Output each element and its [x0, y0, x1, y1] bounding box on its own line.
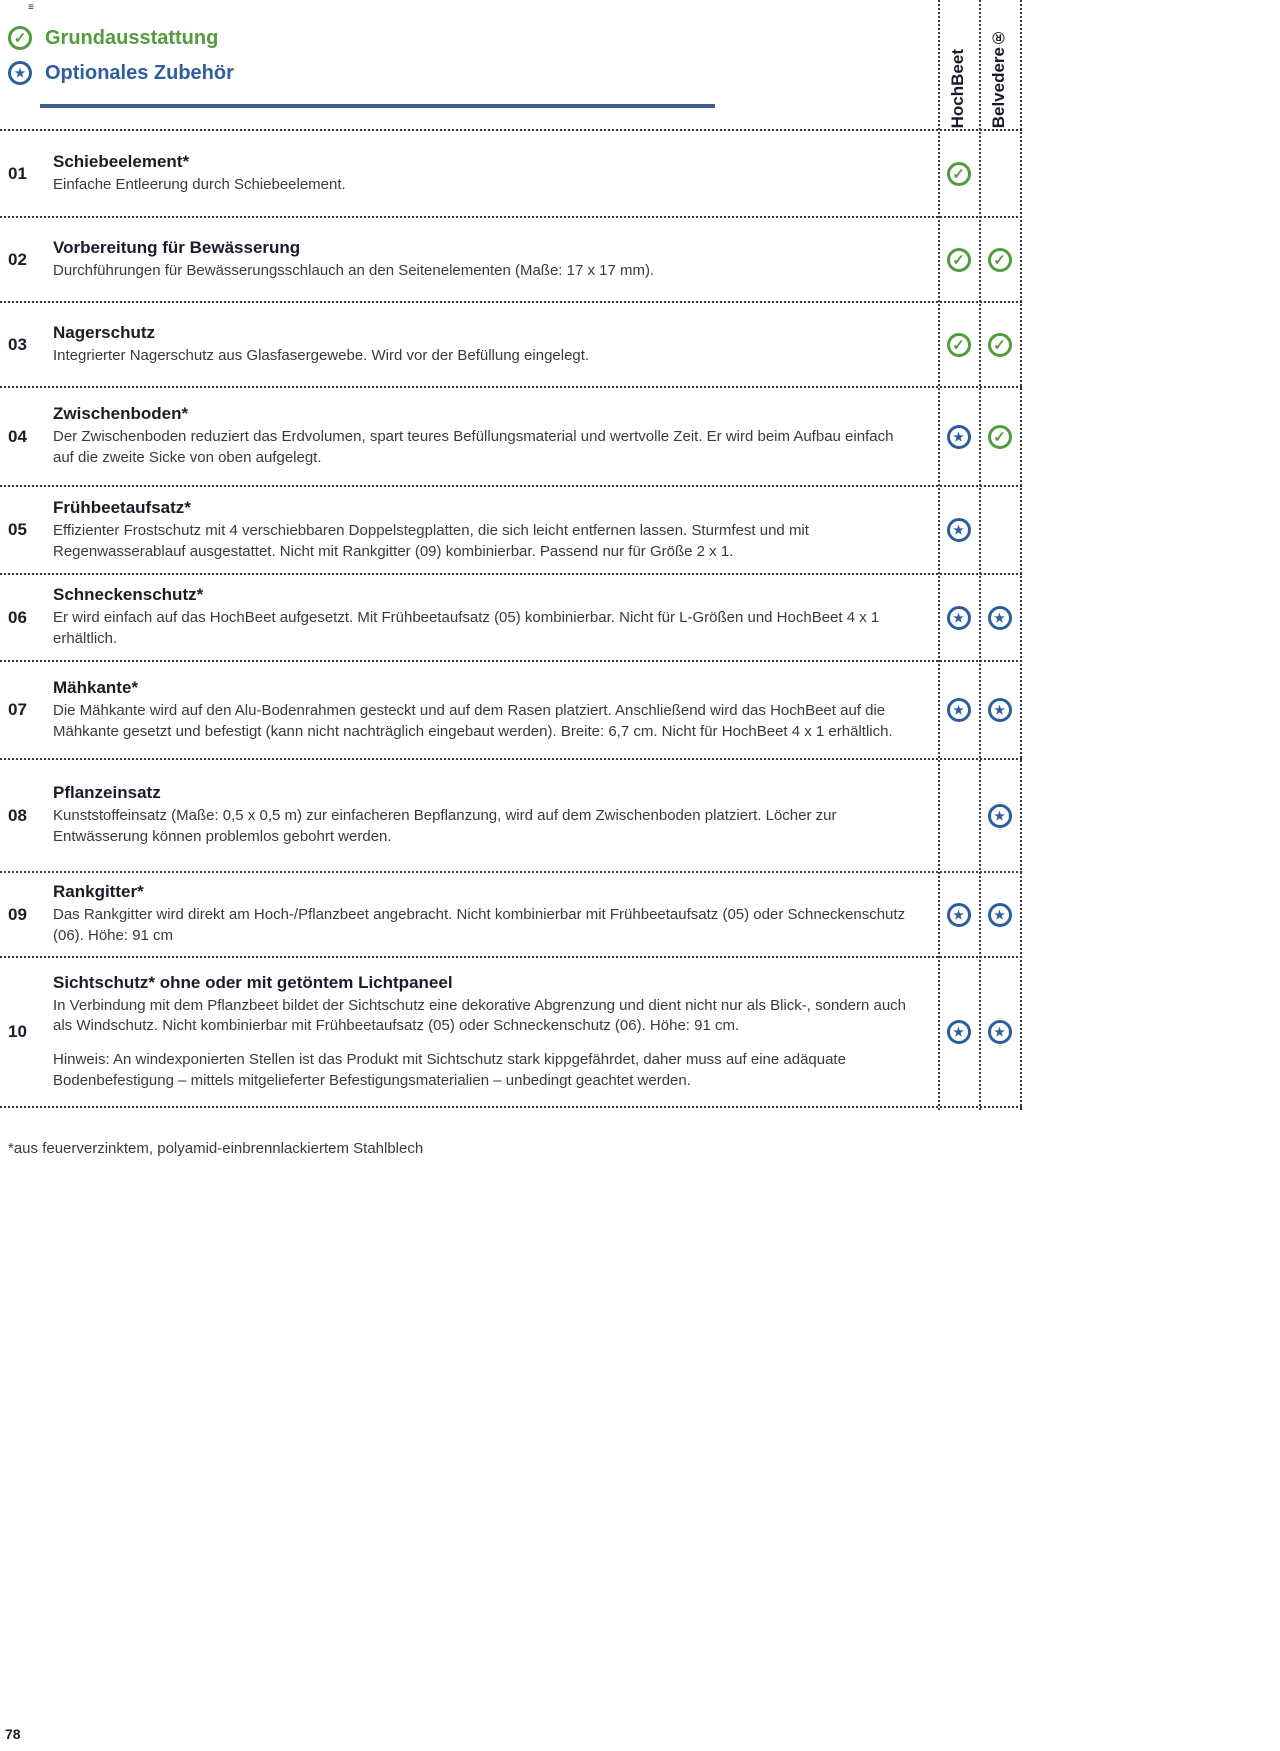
- check-icon: ✓: [988, 333, 1012, 357]
- column-divider: [938, 0, 940, 1110]
- row-description: Einfache Entleerung durch Schiebeelement.: [53, 175, 346, 193]
- star-icon: ★: [947, 518, 971, 542]
- row-description: Integrierter Nagerschutz aus Glasfasergewebe. Wird vor der Befüllung eingelegt.: [53, 346, 590, 364]
- row-title: Vorbereitung für Bewässerung: [53, 237, 301, 257]
- row-number: 01: [8, 163, 27, 183]
- page-number: 78: [5, 1726, 21, 1742]
- belvedere-cell: [979, 804, 1020, 828]
- star-icon: ★: [988, 804, 1012, 828]
- table-row: [0, 487, 1022, 575]
- row-content: [53, 585, 938, 649]
- row-description: Das Rankgitter wird direkt am Hoch-/Pflanzbeet angebracht. Nicht kombinierbar mit Frühbeetaufsatz (05) oder Schneckenschutz (06). Höhe: 91 cm: [53, 906, 906, 944]
- belvedere-cell: [979, 903, 1020, 927]
- row-content: [53, 323, 938, 367]
- star-icon: ★: [947, 1020, 971, 1044]
- row-title: Sichtschutz* ohne oder mit getöntem Lichtpaneel: [53, 972, 453, 992]
- row-content: [53, 404, 938, 468]
- belvedere-cell: [979, 425, 1020, 449]
- star-icon: ★: [988, 606, 1012, 630]
- row-description: Durchführungen für Bewässerungsschlauch an den Seitenelementen (Maße: 17 x 17 mm).: [53, 261, 655, 279]
- row-content: [53, 882, 938, 946]
- table-row: [0, 388, 1022, 487]
- hochbeet-cell: [938, 162, 979, 186]
- belvedere-cell: [979, 248, 1020, 272]
- hochbeet-cell: [938, 606, 979, 630]
- star-icon: ★: [947, 698, 971, 722]
- row-number: 05: [8, 520, 27, 539]
- table-row: [0, 662, 1022, 760]
- row-content: [53, 152, 938, 196]
- row-description: Kunststoffeinsatz (Maße: 0,5 x 0,5 m) zur einfacheren Bepflanzung, wird auf dem Zwischenboden platziert. Löcher zur Entwässerung können problemlos gebohrt werden.: [53, 807, 837, 845]
- check-icon: ✓: [988, 248, 1012, 272]
- row-title: Schneckenschutz*: [53, 585, 204, 605]
- column-divider: [979, 0, 981, 1110]
- table-row: [0, 873, 1022, 958]
- row-number: 10: [8, 1022, 27, 1041]
- star-icon: ★: [988, 698, 1012, 722]
- column-divider: [1020, 0, 1022, 1110]
- row-title: Pflanzeinsatz: [53, 783, 161, 803]
- star-icon: ★: [988, 903, 1012, 927]
- belvedere-cell: [979, 606, 1020, 630]
- row-title: Frühbeetaufsatz*: [53, 497, 191, 517]
- hochbeet-cell: [938, 333, 979, 357]
- check-icon: ✓: [947, 248, 971, 272]
- table-row: [0, 575, 1022, 662]
- hochbeet-cell: [938, 903, 979, 927]
- row-description: Effizienter Frostschutz mit 4 verschiebbaren Doppelstegplatten, die sich leicht entfernen lassen. Sturmfest und mit Regenwasserablauf ausgestattet. Nicht mit Rankgitter (09) kombinierbar. Passend nur für Größe 2 x 1.: [53, 521, 809, 560]
- legend-standard-label: Grundausstattung: [45, 26, 219, 49]
- hochbeet-cell: [938, 1020, 979, 1044]
- row-number: 04: [8, 426, 27, 446]
- star-icon: ★: [947, 425, 971, 449]
- check-icon: ✓: [947, 333, 971, 357]
- row-description: Der Zwischenboden reduziert das Erdvolumen, spart teures Befüllungsmaterial und wertvolle Zeit. Er wird beim Aufbau einfach auf die zweite Sicke von oben aufgelegt.: [53, 428, 894, 466]
- row-number: 03: [8, 334, 27, 354]
- row-number: 08: [8, 805, 27, 825]
- column-header-hochbeet-label: HochBeet: [948, 48, 967, 128]
- row-content: [53, 678, 938, 742]
- legend-optional-label: Optionales Zubehör: [45, 61, 234, 84]
- row-title: Mähkante*: [53, 677, 139, 697]
- row-description: In Verbindung mit dem Pflanzbeet bildet der Sichtschutz eine dekorative Abgrenzung und dient nicht nur als Blick-, sondern auch als Windschutz. Nicht kombinierbar mit Frühbeetaufsatz (05) oder Schneckenschutz (06). Höhe: 91 cm.: [53, 996, 907, 1035]
- hochbeet-cell: [938, 248, 979, 272]
- row-title: Rankgitter*: [53, 882, 144, 902]
- footnote: *aus feuerverzinktem, polyamid-einbrennlackiertem Stahlblech: [8, 1140, 424, 1157]
- row-description: Die Mähkante wird auf den Alu-Bodenrahmen gesteckt und auf dem Rasen platziert. Anschließend wird das HochBeet auf die Mähkante gesetzt und befestigt (kann nicht nachträglich eingebaut werden). Breite: 6,7 cm. Nicht für HochBeet 4 x 1 erhältlich.: [53, 701, 893, 740]
- row-title: Nagerschutz: [53, 322, 156, 342]
- table-row: [0, 760, 1022, 873]
- star-icon: ★: [988, 1020, 1012, 1044]
- row-number: 07: [8, 700, 27, 719]
- star-icon: ★: [8, 61, 32, 85]
- hochbeet-cell: [938, 425, 979, 449]
- table-row: [0, 218, 1022, 303]
- row-number: 02: [8, 249, 27, 269]
- table-row: [0, 303, 1022, 388]
- row-note: Hinweis: An windexponierten Stellen ist das Produkt mit Sichtschutz stark kippgefährdet, daher muss auf eine adäquate Bodenbefestigung – mittels mitgelieferter Befestigungsmaterialien – unbedingt geachtet werden.: [53, 1051, 846, 1089]
- star-icon: ★: [947, 903, 971, 927]
- table-row: [0, 131, 1022, 218]
- belvedere-cell: [979, 1020, 1020, 1044]
- belvedere-cell: [979, 333, 1020, 357]
- row-description: Er wird einfach auf das HochBeet aufgesetzt. Mit Frühbeetaufsatz (05) kombinierbar. Nicht für L-Größen und HochBeet 4 x 1 erhältlich.: [53, 609, 880, 647]
- row-title: Schiebeelement*: [53, 151, 190, 171]
- star-icon: ★: [947, 606, 971, 630]
- check-icon: ✓: [8, 26, 32, 50]
- row-title: Zwischenboden*: [53, 404, 189, 424]
- corner-mark: ≡: [28, 2, 34, 13]
- hochbeet-cell: [938, 518, 979, 542]
- hochbeet-cell: [938, 698, 979, 722]
- table-header-spacer: [0, 0, 1022, 131]
- row-number: 06: [8, 607, 27, 627]
- column-header-belvedere-label: Belvedere®: [989, 27, 1008, 128]
- row-number: 09: [8, 904, 27, 924]
- row-content: [53, 783, 938, 847]
- check-icon: ✓: [988, 425, 1012, 449]
- row-content: [53, 498, 938, 562]
- belvedere-cell: [979, 698, 1020, 722]
- check-icon: ✓: [947, 162, 971, 186]
- table-row: [0, 958, 1022, 1108]
- row-content: [53, 973, 938, 1092]
- row-content: [53, 238, 938, 282]
